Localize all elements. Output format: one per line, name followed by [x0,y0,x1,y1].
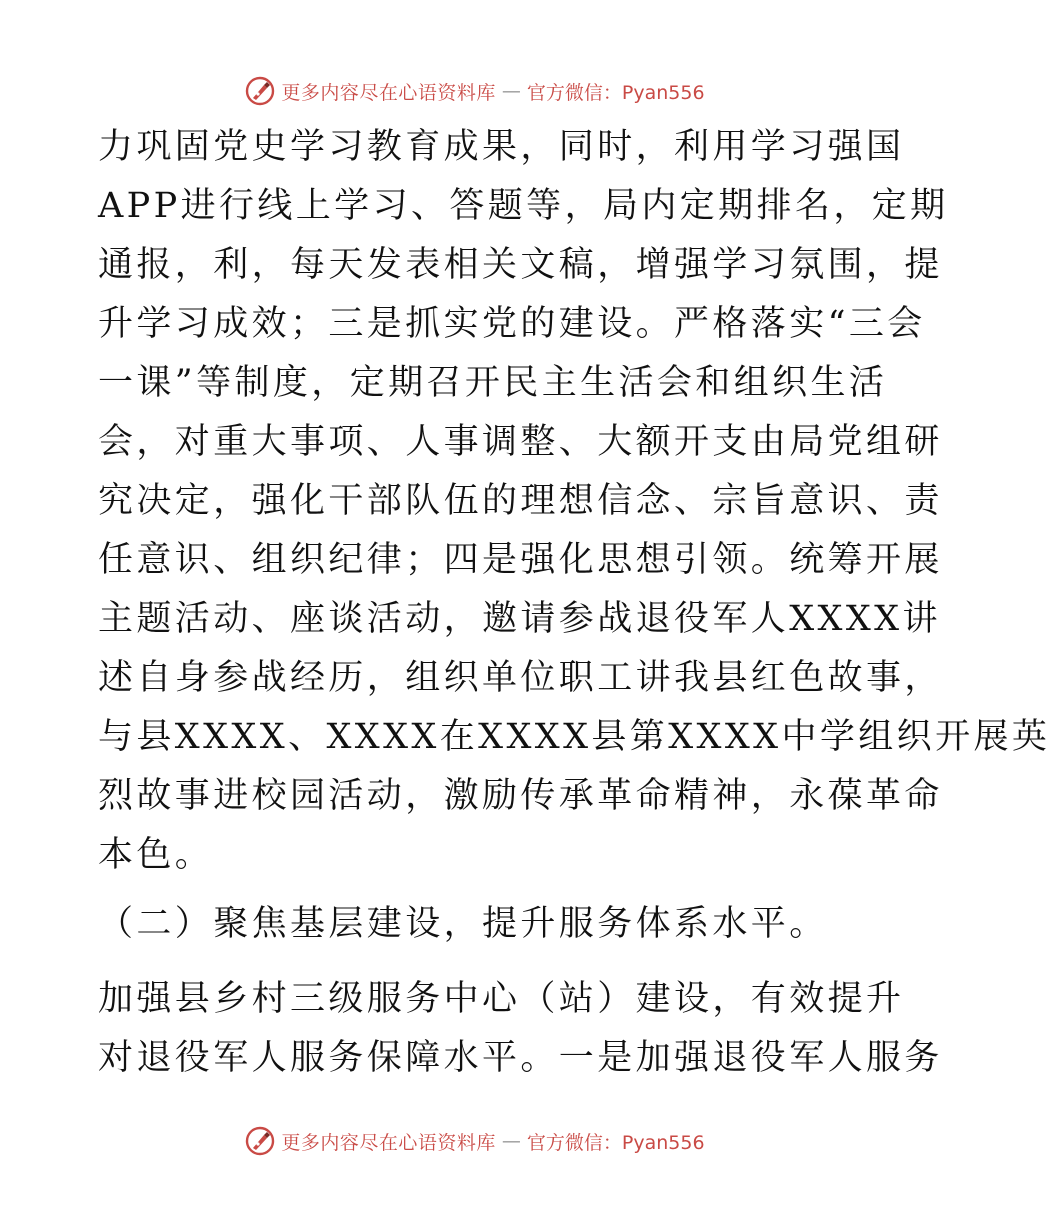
text-line: 与县XXXX、XXXX在XXXX县第XXXX中学组织开展英 [98,717,1050,757]
footer-wechat-text: 官方微信：Pyan556 [526,1131,705,1154]
text-line: 通报，利，每天发表相关文稿，增强学习氛围，提 [98,245,943,285]
text-line: 烈故事进校园活动，激励传承革命精神，永葆革命 [98,776,943,816]
text-line: 述自身参战经历，组织单位职工讲我县红色故事， [98,658,943,698]
footer-banner [0,1122,950,1160]
text-line: 主题活动、座谈活动，邀请参战退役军人XXXX讲 [98,599,941,639]
pen-logo-icon [245,1126,275,1156]
text-line: APP进行线上学习、答题等，局内定期排名，定期 [98,186,949,226]
header-wechat-text: 官方微信：Pyan556 [526,81,705,104]
section-heading: （二）聚焦基层建设，提升服务体系水平。 [98,904,828,944]
text-line: 会，对重大事项、人事调整、大额开支由局党组研 [98,422,943,462]
footer-site-text: 更多内容尽在心语资料库 [281,1131,496,1154]
text-line: 本色。 [98,835,214,875]
text-line: 力巩固党史学习教育成果，同时，利用学习强国 [98,127,905,167]
text-line: 对退役军人服务保障水平。一是加强退役军人服务 [98,1038,943,1078]
text-line: 升学习成效；三是抓实党的建设。严格落实“三会 [98,304,926,344]
paragraph-2 [98,970,943,1088]
text-line: 究决定，强化干部队伍的理想信念、宗旨意识、责 [98,481,943,521]
header-banner [0,72,950,110]
document-body [98,118,1050,1088]
header-site-text: 更多内容尽在心语资料库 [281,81,496,104]
text-line: 加强县乡村三级服务中心（站）建设，有效提升 [98,979,905,1019]
footer-separator: — [501,1130,521,1152]
text-line: 一课”等制度，定期召开民主生活会和组织生活 [98,363,888,403]
pen-logo-icon [245,76,275,106]
paragraph-1 [98,118,1050,885]
header-separator: — [501,80,521,102]
text-line: 任意识、组织纪律；四是强化思想引领。统筹开展 [98,540,943,580]
